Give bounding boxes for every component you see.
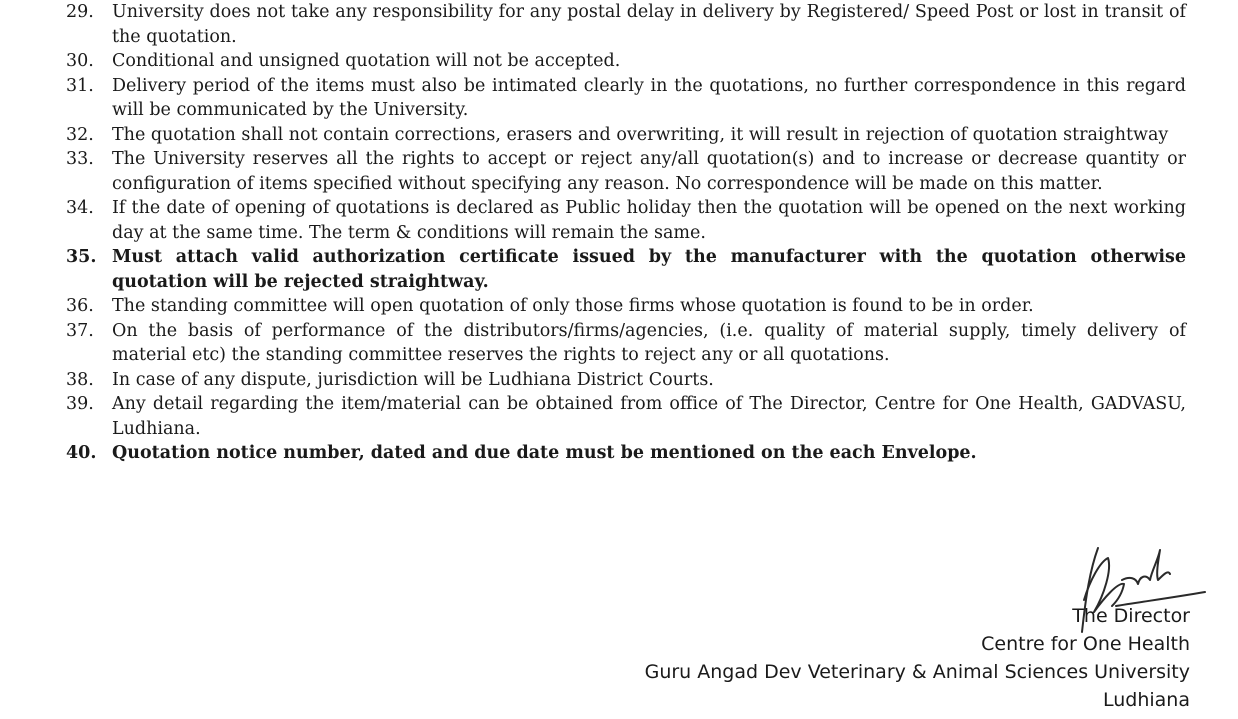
terms-list [66,0,1186,466]
term-number: 34. [66,198,94,218]
term-36 [66,294,1186,319]
signatory-department: Centre for One Health [981,633,1190,655]
term-40 [66,441,1186,466]
term-number: 32. [66,124,94,145]
term-number: 36. [66,296,94,316]
term-number: 29. [66,2,94,22]
signatory-title: The Director [1072,605,1190,627]
term-text: On the basis of performance of the distributors/firms/agencies, (i.e. quality of material supply, timely delivery of material etc) the standing committee reserves the rights to reject any or all quotations. [112,320,1186,365]
term-37 [66,319,1186,368]
term-number: 31. [66,75,94,96]
term-35 [66,245,1186,294]
term-number: 30. [66,51,94,71]
term-text: Quotation notice number, dated and due date must be mentioned on the each Envelope. [112,443,977,463]
term-30 [66,49,1186,74]
term-31 [66,74,1186,123]
term-33 [66,147,1186,196]
term-text: Conditional and unsigned quotation will not be accepted. [112,51,621,71]
term-29 [66,0,1186,49]
term-text: The quotation shall not contain corrections, erasers and overwriting, it will result in rejection of quotation straightway [112,124,1169,145]
term-text: Delivery period of the items must also be intimated clearly in the quotations, no further correspondence in this regard will be communicated by the University. [112,75,1186,120]
term-text: Any detail regarding the item/material can be obtained from office of The Director, Centre for One Health, GADVASU, Ludhiana. [112,394,1186,439]
term-39 [66,392,1186,441]
term-number: 40. [66,443,97,463]
term-38 [66,368,1186,393]
term-number: 38. [66,369,94,390]
term-text: In case of any dispute, jurisdiction will be Ludhiana District Courts. [112,369,714,390]
term-text: The University reserves all the rights to accept or reject any/all quotation(s) and to increase or decrease quantity or configuration of items specified without specifying any reason. No correspondence will be made on this matter. [112,149,1186,194]
term-number: 33. [66,149,94,169]
term-32 [66,123,1186,148]
signatory-city: Ludhiana [1102,689,1190,711]
term-number: 35. [66,247,97,267]
term-number: 37. [66,320,94,341]
term-text: If the date of opening of quotations is declared as Public holiday then the quotation will be opened on the next working day at the same time. The term & conditions will remain the same. [112,198,1186,243]
term-text: University does not take any responsibility for any postal delay in delivery by Registered/ Speed Post or lost in transit of the quotation. [112,2,1186,47]
term-34 [66,196,1186,245]
term-text: The standing committee will open quotation of only those firms whose quotation is found to be in order. [112,296,1034,316]
signatory-university: Guru Angad Dev Veterinary & Animal Sciences University [644,661,1190,683]
signature-block [645,602,1190,714]
term-text: Must attach valid authorization certificate issued by the manufacturer with the quotation otherwise quotation will be rejected straightway. [112,247,1186,292]
term-number: 39. [66,394,94,414]
